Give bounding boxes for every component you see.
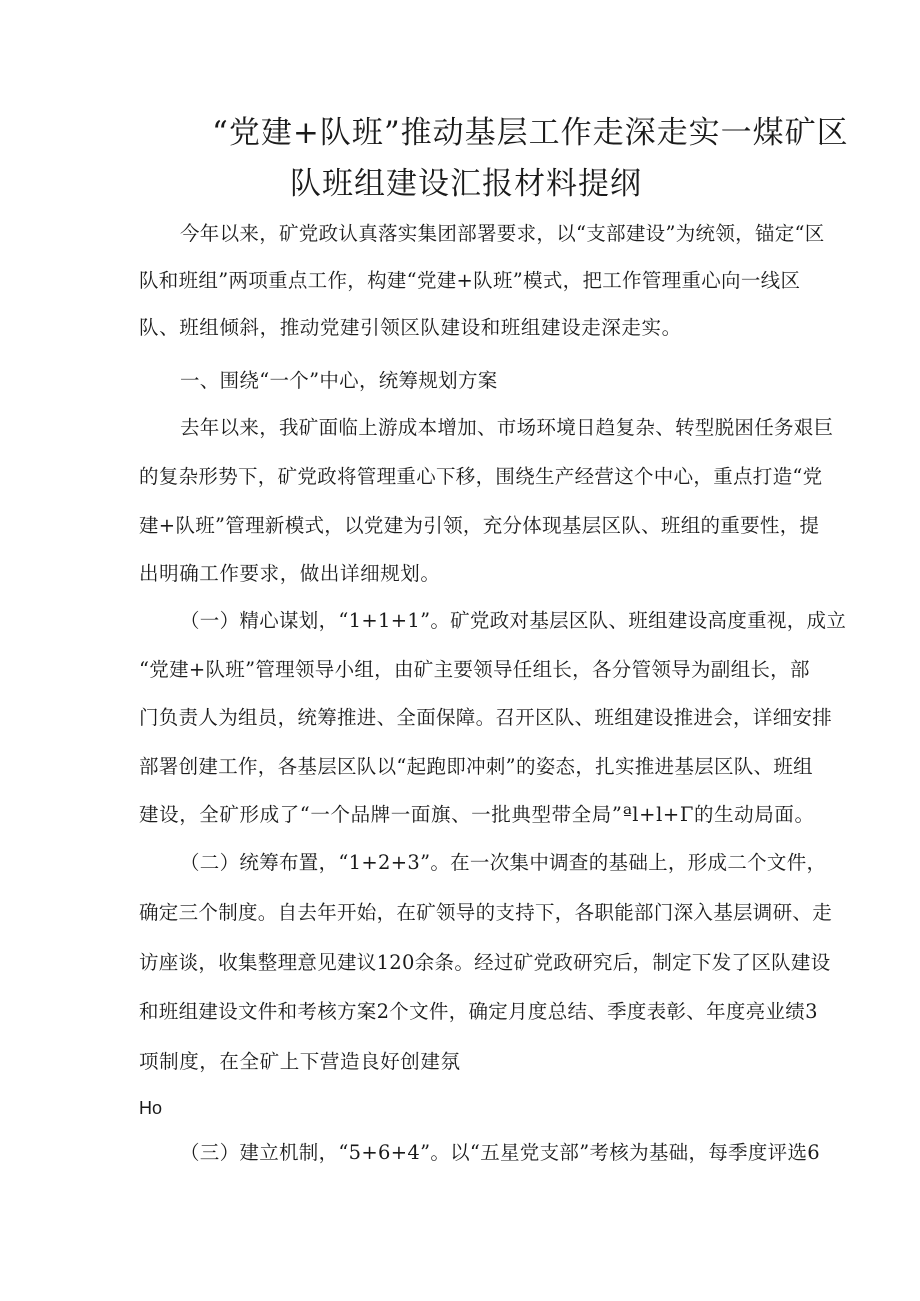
- paragraph-line: 去年以来，我矿面临上游成本增加、市场环境日趋复杂、转型脱困任务艰巨: [180, 416, 834, 439]
- paragraph-line: （二）统筹布置，“1+2+3”。在一次集中调查的基础上，形成二个文件，: [180, 851, 827, 874]
- paragraph-line: 队、班组倾斜，推动党建引领区队建设和班组建设走深走实。: [139, 316, 682, 339]
- paragraph-line: “党建+队班”管理领导小组，由矿主要领导任组长，各分管领导为副组长，部: [139, 658, 810, 681]
- paragraph-line: 建设，全矿形成了“一个品牌一面旗、一批典型带全局”ªl+l+Γ的生动局面。: [139, 803, 815, 826]
- paragraph-line: （一）精心谋划，“1+1+1”。矿党政对基层区队、班组建设高度重视，成立: [180, 609, 847, 632]
- paragraph-line: 确定三个制度。自去年开始，在矿领导的支持下，各职能部门深入基层调研、走: [139, 901, 833, 924]
- stray-text: Ho: [139, 1098, 163, 1118]
- section-heading: 一、围绕“一个”中心，统筹规划方案: [180, 369, 498, 392]
- paragraph-line: 建+队班”管理新模式，以党建为引领，充分体现基层区队、班组的重要性，提: [139, 514, 820, 537]
- document-title-line-1: “党建+队班”推动基层工作走深走实一煤矿区: [212, 115, 849, 151]
- document-title-line-2: 队班组建设汇报材料提纲: [290, 166, 642, 202]
- paragraph-line: 队和班组”两项重点工作，构建“党建+队班”模式，把工作管理重心向一线区: [139, 269, 801, 292]
- paragraph-line: 访座谈，收集整理意见建议120余条。经过矿党政研究后，制定下发了区队建设: [139, 951, 831, 974]
- paragraph-line: 项制度，在全矿上下营造良好创建氛: [139, 1050, 461, 1073]
- paragraph-line: 门负责人为组员，统筹推进、全面保障。召开区队、班组建设推进会，详细安排: [139, 706, 833, 729]
- paragraph-line: 和班组建设文件和考核方案2个文件，确定月度总结、季度表彰、年度亮业绩3: [139, 1000, 818, 1023]
- paragraph-line: 部署创建工作，各基层区队以“起跑即冲刺”的姿态，扎实推进基层区队、班组: [139, 755, 813, 778]
- paragraph-line: 的复杂形势下，矿党政将管理重心下移，围绕生产经营这个中心，重点打造“党: [139, 465, 823, 488]
- paragraph-line: 出明确工作要求，做出详细规划。: [139, 562, 441, 585]
- paragraph-line: （三）建立机制，“5+6+4”。以“五星党支部”考核为基础，每季度评选6: [180, 1141, 820, 1164]
- paragraph-line: 今年以来，矿党政认真落实集团部署要求，以“支部建设”为统领，锚定“区: [180, 222, 825, 245]
